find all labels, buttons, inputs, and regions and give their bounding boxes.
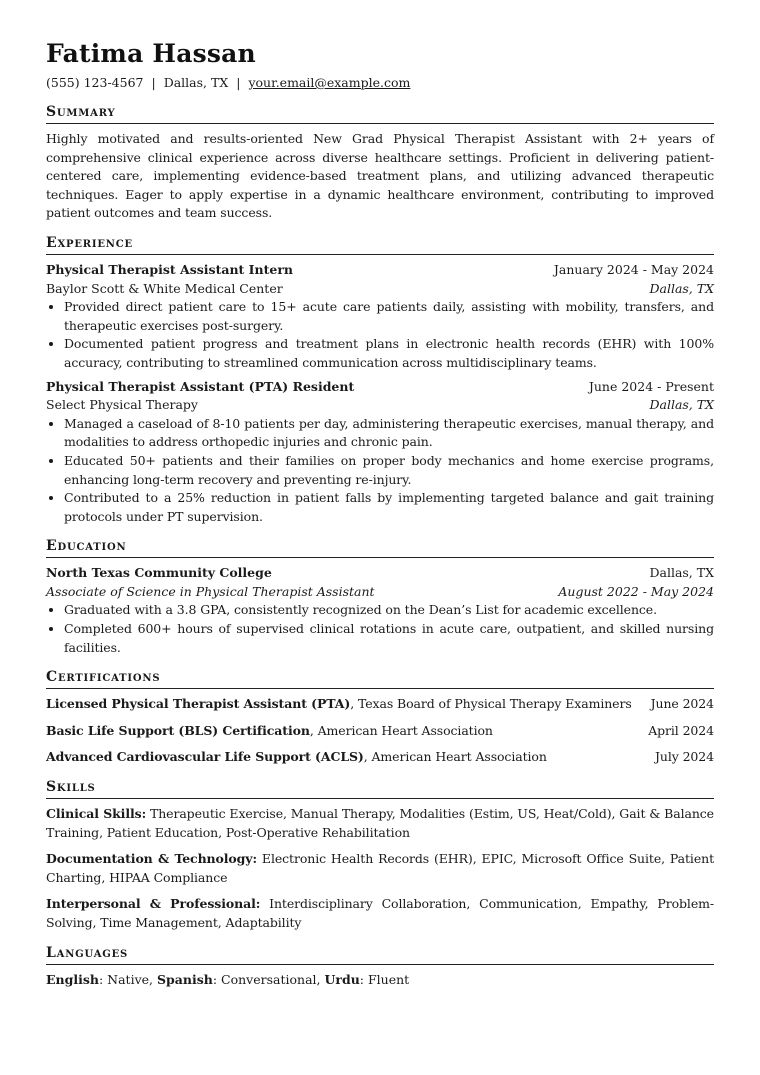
bullet-item: • Completed 600+ hours of supervised clinical rotations in acute care, outpatient, and skilled nursing facilities. <box>64 620 714 657</box>
education-dates: August 2022 - May 2024 <box>558 583 714 599</box>
contact-line <box>46 74 714 92</box>
skill-group <box>46 895 714 932</box>
certification-date: June 2024 <box>650 696 714 712</box>
language-level: : Fluent <box>359 971 410 987</box>
skill-group <box>46 805 714 842</box>
language-name: Urdu <box>324 971 360 987</box>
education-bullets <box>46 601 714 657</box>
experience-entry <box>46 378 714 527</box>
section-title-experience: Experience <box>46 234 714 255</box>
language-level: : Conversational, <box>212 971 325 987</box>
certification-issuer: , American Heart Association <box>309 722 493 738</box>
phone-number: (555) 123-4567 <box>46 75 144 90</box>
section-title-certifications: Certifications <box>46 668 714 689</box>
certification-name: Licensed Physical Therapist Assistant (PTA) <box>46 696 351 712</box>
job-dates: January 2024 - May 2024 <box>553 261 714 277</box>
skill-group-text: Interdisciplinary Collaboration, Communication, Empathy, Problem-Solving, Time Management, Adaptability <box>46 896 714 930</box>
job-bullets <box>46 298 714 372</box>
section-title-education: Education <box>46 537 714 558</box>
employer: Baylor Scott & White Medical Center <box>46 280 283 296</box>
skill-group-label: Clinical Skills: <box>46 806 147 822</box>
certifications-list <box>46 695 714 767</box>
skills-list <box>46 805 714 933</box>
job-bullets <box>46 415 714 527</box>
candidate-name: Fatima Hassan <box>46 39 256 68</box>
certification-item <box>46 748 714 767</box>
skill-group-label: Documentation & Technology: <box>46 851 257 867</box>
language-name: Spanish <box>157 971 213 987</box>
bullet-item: • Educated 50+ patients and their families on proper body mechanics and home exercise programs, enhancing long-term recovery and preventing re-injury. <box>64 452 714 489</box>
employer: Select Physical Therapy <box>46 397 198 413</box>
bullet-item: • Documented patient progress and treatment plans in electronic health records (EHR) with 100% accuracy, contributing to streamlined communication across multidisciplinary teams. <box>64 335 714 372</box>
section-title-languages: Languages <box>46 944 714 965</box>
job-title: Physical Therapist Assistant Intern <box>46 261 294 277</box>
section-title-summary: Summary <box>46 103 714 124</box>
bullet-item: • Contributed to a 25% reduction in patient falls by implementing targeted balance and gait training protocols under PT supervision. <box>64 489 714 526</box>
bullet-item: • Managed a caseload of 8-10 patients per day, administering therapeutic exercises, manual therapy, and modalities to address orthopedic injuries and chronic pain. <box>64 415 714 452</box>
resume-page <box>46 38 714 989</box>
certification-item <box>46 722 714 741</box>
separator: | <box>236 75 241 90</box>
certification-date: July 2024 <box>654 749 714 765</box>
certification-name: Basic Life Support (BLS) Certification <box>46 722 310 738</box>
skill-group <box>46 850 714 887</box>
education-entry <box>46 564 714 657</box>
section-title-skills: Skills <box>46 778 714 799</box>
separator: | <box>151 75 156 90</box>
skill-group-label: Interpersonal & Professional: <box>46 896 261 912</box>
language-name: English <box>46 971 99 987</box>
job-title: Physical Therapist Assistant (PTA) Resident <box>46 378 355 394</box>
job-dates: June 2024 - Present <box>588 378 714 394</box>
certification-date: April 2024 <box>648 722 714 738</box>
email-link[interactable]: your.email@example.com <box>248 75 411 90</box>
school-name: North Texas Community College <box>46 565 272 581</box>
bullet-item: • Provided direct patient care to 15+ acute care patients daily, assisting with mobility, transfers, and therapeutic exercises post-surgery. <box>64 298 714 335</box>
certification-issuer: , Texas Board of Physical Therapy Examiners <box>350 696 632 712</box>
bullet-item: • Graduated with a 3.8 GPA, consistently recognized on the Dean’s List for academic excellence. <box>64 601 714 620</box>
school-location: Dallas, TX <box>649 565 714 581</box>
degree: Associate of Science in Physical Therapist Assistant <box>46 583 375 599</box>
summary-text: Highly motivated and results-oriented New Grad Physical Therapist Assistant with 2+ years of comprehensive clinical experience across diverse healthcare settings. Proficient in delivering patient-centered care, implementing evidence-based treatment plans, and utilizing advanced therapeutic techniques. Eager to apply expertise in a dynamic healthcare environment, contributing to improved patient outcomes and team success. <box>46 131 714 221</box>
skill-group-text: Therapeutic Exercise, Manual Therapy, Modalities (Estim, US, Heat/Cold), Gait & Balance Training, Patient Education, Post-Operative Rehabilitation <box>46 806 714 840</box>
job-location: Dallas, TX <box>649 280 714 296</box>
certification-name: Advanced Cardiovascular Life Support (ACLS) <box>46 749 364 765</box>
language-level: : Native, <box>98 971 157 987</box>
certification-item <box>46 695 714 714</box>
languages-line <box>46 971 714 990</box>
certification-issuer: , American Heart Association <box>363 749 547 765</box>
skill-group-text: Electronic Health Records (EHR), EPIC, Microsoft Office Suite, Patient Charting, HIPAA Compliance <box>46 851 715 885</box>
location: Dallas, TX <box>163 75 229 90</box>
job-location: Dallas, TX <box>649 397 714 413</box>
experience-entry <box>46 261 714 373</box>
